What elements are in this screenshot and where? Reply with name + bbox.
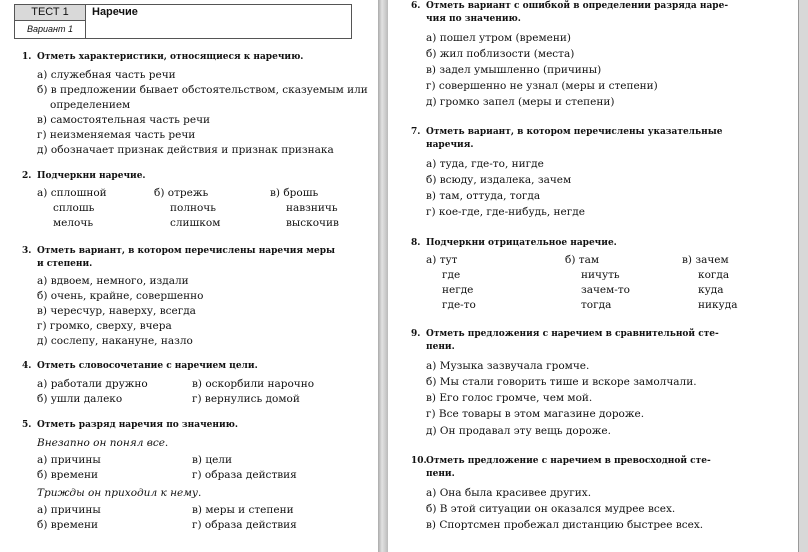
option[interactable]: а) Музыка зазвучала громче. [426,360,590,372]
word-option[interactable]: б) там [565,254,599,266]
question-2 [22,170,146,183]
question-number: 4. [22,361,32,371]
option[interactable]: г) Все товары в этом магазине дороже. [426,408,645,420]
question-text: Подчеркни наречие. [37,171,146,181]
question-9 [411,328,791,354]
word-column-c [682,253,737,313]
question-text: Отметь предложения с наречием в сравнительной сте- [426,329,719,339]
option[interactable]: д) громко запел (меры и степени) [426,96,615,108]
question-number: 9. [411,329,421,339]
option[interactable]: б) Мы стали говорить тише и вскоре замолчали. [426,376,697,388]
word-option[interactable]: мелочь [53,217,94,229]
option[interactable]: г) совершенно не узнал (меры и степени) [426,80,658,92]
option[interactable]: г) кое-где, где-нибудь, негде [426,206,585,218]
option[interactable]: б) в предложении бывает обстоятельством, сказуемым или определением [37,84,368,111]
word-option[interactable]: когда [698,269,730,281]
question-text-continued: пени. [426,342,455,352]
word-option[interactable]: тогда [581,299,612,311]
option[interactable]: б) В этой ситуации он оказался мудрее всех. [426,503,676,515]
question-4 [22,360,258,373]
question-number: 6. [411,1,421,11]
word-column-b [154,186,220,231]
test-number-label: ТЕСТ 1 [15,5,86,21]
question-10 [411,455,791,481]
word-column-a [37,186,107,231]
word-option[interactable]: зачем-то [581,284,630,296]
question-text: Отметь вариант, в котором перечислены наречия меры [37,246,336,256]
book-gutter [378,0,388,552]
option[interactable]: а) причины [37,454,101,466]
word-option[interactable]: где [442,269,461,281]
question-1 [22,51,303,64]
option[interactable]: г) громко, сверху, вчера [37,320,172,332]
option[interactable]: в) меры и степени [192,504,294,516]
question-text: Отметь вариант с ошибкой в определении разряда наре- [426,1,729,11]
question-text: Отметь разряд наречия по значению. [37,420,239,430]
question-number: 1. [22,52,32,62]
option[interactable]: в) задел умышленно (причины) [426,64,602,76]
question-text-continued: и степени. [37,259,93,269]
word-option[interactable]: навзничь [286,202,338,214]
option[interactable]: в) цели [192,454,232,466]
example-sentence: Трижды он приходил к нему. [37,487,202,499]
option[interactable]: г) вернулись домой [192,393,300,405]
option[interactable]: а) служебная часть речи [37,69,176,81]
topic-title: Наречие [92,6,138,18]
word-option[interactable]: слишком [170,217,221,229]
option[interactable]: г) образа действия [192,469,297,481]
word-option[interactable]: выскочив [286,217,339,229]
option[interactable]: г) образа действия [192,519,297,531]
word-option[interactable]: негде [442,284,474,296]
question-text: Отметь предложение с наречием в превосходной сте- [426,456,711,466]
option[interactable]: б) ушли далеко [37,393,123,405]
option[interactable]: а) туда, где-то, нигде [426,158,544,170]
option[interactable]: а) Она была красивее других. [426,487,592,499]
question-number: 7. [411,127,421,137]
word-option[interactable]: где-то [442,299,476,311]
question-5 [22,419,238,432]
option[interactable]: в) там, оттуда, тогда [426,190,541,202]
option[interactable]: г) неизменяемая часть речи [37,129,196,141]
option[interactable]: а) вдвоем, немного, издали [37,275,189,287]
word-option[interactable]: ничуть [581,269,620,281]
question-number: 10. [411,456,427,466]
option[interactable]: в) самостоятельная часть речи [37,114,211,126]
word-option[interactable]: сплошь [53,202,95,214]
option[interactable]: б) всюду, издалека, зачем [426,174,572,186]
question-text-continued: наречия. [426,140,474,150]
question-3 [22,245,362,271]
question-text: Отметь характеристики, относящиеся к наречию. [37,52,304,62]
test-header [14,4,352,39]
option[interactable]: б) времени [37,519,98,531]
question-8 [411,237,617,250]
option[interactable]: в) оскорбили нарочно [192,378,315,390]
option[interactable]: а) пошел утром (времени) [426,32,571,44]
word-option[interactable]: а) сплошной [37,187,107,199]
variant-label: Вариант 1 [15,21,86,38]
question-number: 8. [411,238,421,248]
option[interactable]: б) времени [37,469,98,481]
word-option[interactable]: никуда [698,299,738,311]
word-option[interactable]: а) тут [426,254,458,266]
question-number: 3. [22,246,32,256]
question-text-continued: пени. [426,469,455,479]
option[interactable]: в) Спортсмен пробежал дистанцию быстрее всех. [426,519,704,531]
option[interactable]: д) сослепу, накануне, назло [37,335,193,347]
word-option[interactable]: в) брошь [270,187,319,199]
question-text: Отметь вариант, в котором перечислены указательные [426,127,723,137]
right-page [388,0,798,552]
question-text-continued: чия по значению. [426,14,521,24]
word-column-b [565,253,630,313]
question-7 [411,126,791,152]
word-column-a [426,253,476,313]
question-number: 5. [22,420,32,430]
option[interactable]: б) очень, крайне, совершенно [37,290,204,302]
word-option[interactable]: полночь [170,202,216,214]
example-sentence: Внезапно он понял все. [37,437,169,449]
word-column-c [270,186,339,231]
question-number: 2. [22,171,32,181]
option[interactable]: а) работали дружно [37,378,148,390]
option[interactable]: а) причины [37,504,101,516]
word-option[interactable]: в) зачем [682,254,729,266]
option[interactable]: д) Он продавал эту вещь дороже. [426,425,611,437]
question-text: Подчеркни отрицательное наречие. [426,238,617,248]
left-page [0,0,378,552]
word-option[interactable]: б) отрежь [154,187,209,199]
word-option[interactable]: куда [698,284,724,296]
option[interactable]: в) чересчур, наверху, всегда [37,305,196,317]
question-6 [411,0,791,26]
option[interactable]: д) обозначает признак действия и признак признака [37,144,334,156]
question-text: Отметь словосочетание с наречием цели. [37,361,258,371]
option[interactable]: б) жил поблизости (места) [426,48,575,60]
page-edge [798,0,808,552]
option[interactable]: в) Его голос громче, чем мой. [426,392,593,404]
